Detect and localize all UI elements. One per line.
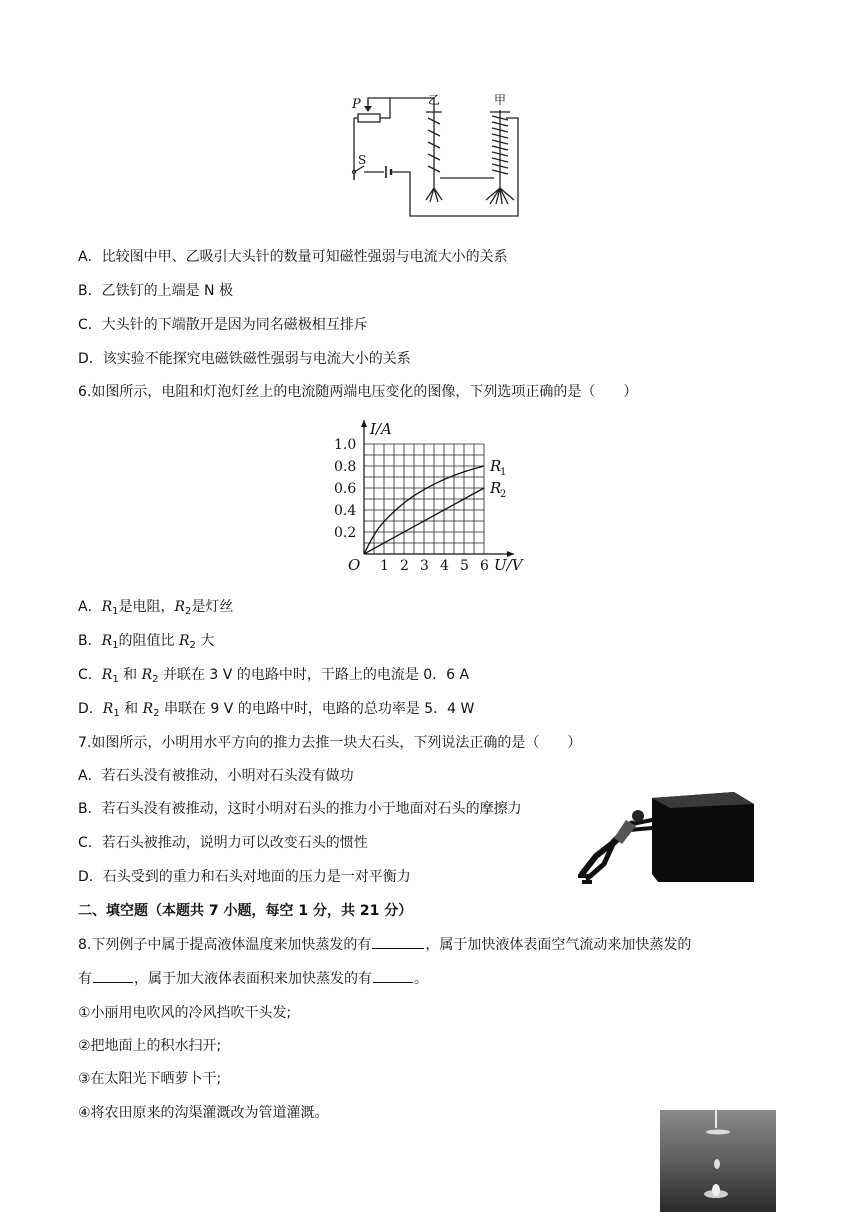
x-tick-label: 1 — [380, 558, 389, 574]
water-drop-photo — [660, 1110, 776, 1212]
y-tick-label: 0.4 — [334, 503, 357, 519]
origin-label: O — [348, 556, 361, 574]
q7-stem: 7.如图所示，小明用水平方向的推力去推一块大石头，下列说法正确的是（ ） — [78, 735, 582, 751]
q8-blank-2[interactable] — [93, 968, 133, 983]
y-tick-label: 0.2 — [334, 525, 357, 541]
q8-item-4: ④将农田原来的沟渠灌溉改为管道灌溉。 — [78, 1105, 329, 1121]
series-label-sub-R2: 2 — [500, 489, 507, 500]
q7-option-d: D．石头受到的重力和石头对地面的压力是一对平衡力 — [78, 869, 411, 885]
y-axis-arrow — [361, 420, 367, 427]
q7-option-a: A．若石头没有被推动，小明对石头没有做功 — [78, 768, 354, 784]
label-S: S — [358, 153, 367, 167]
q6-option-d: D．$R_1$ 和 $R_2$ 串联在 9 V 的电路中时，电路的总功率是 5．4 W — [78, 701, 475, 719]
q5-option-d: D．该实验不能探究电磁铁磁性强弱与电流大小的关系 — [78, 351, 411, 367]
series-label-R2: R — [490, 479, 502, 497]
man-pushing-rock-illustration — [574, 790, 758, 886]
q8-blank-1[interactable] — [372, 934, 424, 949]
section-2-heading: 二、填空题（本题共 7 小题，每空 1 分，共 21 分） — [78, 903, 413, 919]
iu-chart — [320, 412, 536, 582]
q8-item-3: ③在太阳光下晒萝卜干; — [78, 1071, 222, 1087]
q5-option-b: B．乙铁钉的上端是 N 极 — [78, 283, 233, 299]
y-tick-label: 0.8 — [334, 459, 357, 475]
label-yi: 乙 — [428, 93, 441, 107]
q5-option-a: A．比较图中甲、乙吸引大头针的数量可知磁性强弱与电流大小的关系 — [78, 249, 508, 265]
x-axis-label: U/V — [494, 556, 523, 574]
y-tick-label: 1.0 — [334, 437, 357, 453]
q6-stem: 6.如图所示，电阻和灯泡灯丝上的电流随两端电压变化的图像，下列选项正确的是（ ） — [78, 384, 638, 400]
q8-item-1: ①小丽用电吹风的冷风挡吹干头发; — [78, 1005, 292, 1021]
q8-item-2: ②把地面上的积水扫开; — [78, 1038, 222, 1054]
q8-line-1: 8.下列例子中属于提高液体温度来加快蒸发的有 ，属于加快液体表面空气流动来加快蒸发的 — [78, 934, 691, 955]
q6-option-a: A．$R_1$是电阻，$R_2$是灯丝 — [78, 599, 234, 617]
q8-blank-3[interactable] — [373, 968, 413, 983]
circuit-diagram — [330, 88, 530, 224]
x-tick-label: 3 — [420, 558, 429, 574]
x-tick-label: 4 — [440, 558, 449, 574]
q5-option-c: C．大头针的下端散开是因为同名磁极相互排斥 — [78, 317, 368, 333]
x-tick-label: 5 — [460, 558, 469, 574]
q7-option-b: B．若石头没有被推动，这时小明对石头的推力小于地面对石头的摩擦力 — [78, 801, 522, 817]
label-jia: 甲 — [494, 93, 507, 107]
y-tick-label: 0.6 — [334, 481, 357, 497]
rheostat — [358, 114, 380, 122]
label-P: P — [352, 97, 361, 112]
x-tick-label: 6 — [480, 558, 489, 574]
q8-line-2: 有 ，属于加大液体表面积来加快蒸发的有 。 — [78, 968, 428, 989]
q6-option-b: B．$R_1$的阻值比 $R_2$ 大 — [78, 633, 215, 651]
y-axis-label: I/A — [370, 420, 392, 438]
series-label-R1: R — [490, 457, 502, 475]
series-label-sub-R1: 1 — [500, 467, 507, 478]
q6-option-c: C．$R_1$ 和 $R_2$ 并联在 3 V 的电路中时，干路上的电流是 0．6 A — [78, 667, 470, 685]
x-tick-label: 2 — [400, 558, 409, 574]
q7-option-c: C．若石头被推动，说明力可以改变石头的惯性 — [78, 835, 368, 851]
